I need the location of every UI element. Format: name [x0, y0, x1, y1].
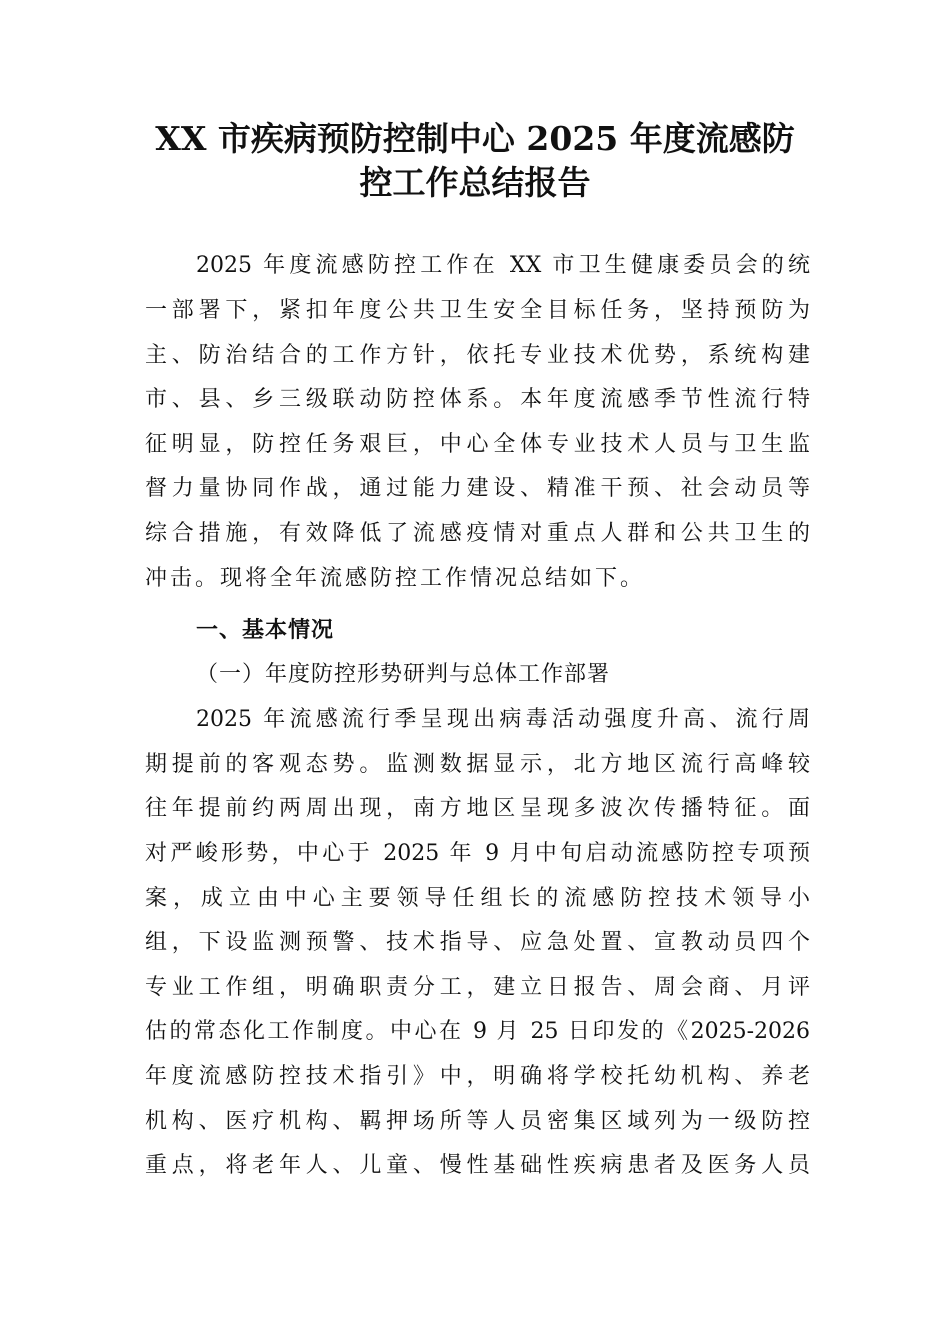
- subsection-heading-1: （一）年度防控形势研判与总体工作部署: [196, 662, 611, 687]
- document-title-line-2: 控工作总结报告: [359, 163, 591, 202]
- document-title-line-1: XX 市疾病预防控制中心 2025 年度流感防: [155, 119, 795, 158]
- intro-line-5: 征明显，防控任务艰巨，中心全体专业技术人员与卫生监: [145, 432, 810, 457]
- subsection-1-line-9: 年度流感防控技术指引》中，明确将学校托幼机构、养老: [145, 1064, 810, 1089]
- subsection-1-line-1: 2025 年流感流行季呈现出病毒活动强度升高、流行周: [196, 707, 810, 732]
- subsection-1-line-11: 重点，将老年人、儿童、慢性基础性疾病患者及医务人员: [145, 1153, 810, 1178]
- subsection-1-line-2: 期提前的客观态势。监测数据显示，北方地区流行高峰较: [145, 752, 810, 777]
- subsection-1-line-6: 组，下设监测预警、技术指导、应急处置、宣教动员四个: [145, 930, 810, 955]
- intro-line-2: 一部署下，紧扣年度公共卫生安全目标任务，坚持预防为: [145, 298, 810, 323]
- subsection-1-line-10: 机构、医疗机构、羁押场所等人员密集区域列为一级防控: [145, 1109, 810, 1134]
- intro-line-8: 冲击。现将全年流感防控工作情况总结如下。: [145, 566, 646, 591]
- subsection-1-line-3: 往年提前约两周出现，南方地区呈现多波次传播特征。面: [145, 796, 810, 821]
- subsection-1-line-5: 案，成立由中心主要领导任组长的流感防控技术领导小: [145, 886, 810, 911]
- intro-line-4: 市、县、乡三级联动防控体系。本年度流感季节性流行特: [145, 387, 810, 412]
- intro-line-6: 督力量协同作战，通过能力建设、精准干预、社会动员等: [145, 476, 810, 501]
- subsection-1-line-8: 估的常态化工作制度。中心在 9 月 25 日印发的《2025-2026: [145, 1019, 810, 1044]
- section-heading-basic-situation: 一、基本情况: [196, 618, 335, 643]
- subsection-1-line-7: 专业工作组，明确职责分工，建立日报告、周会商、月评: [145, 975, 810, 1000]
- subsection-1-line-4: 对严峻形势，中心于 2025 年 9 月中旬启动流感防控专项预: [145, 841, 810, 866]
- intro-line-3: 主、防治结合的工作方针，依托专业技术优势，系统构建: [145, 343, 810, 368]
- intro-line-1: 2025 年度流感防控工作在 XX 市卫生健康委员会的统: [196, 253, 810, 278]
- intro-line-7: 综合措施，有效降低了流感疫情对重点人群和公共卫生的: [145, 521, 810, 546]
